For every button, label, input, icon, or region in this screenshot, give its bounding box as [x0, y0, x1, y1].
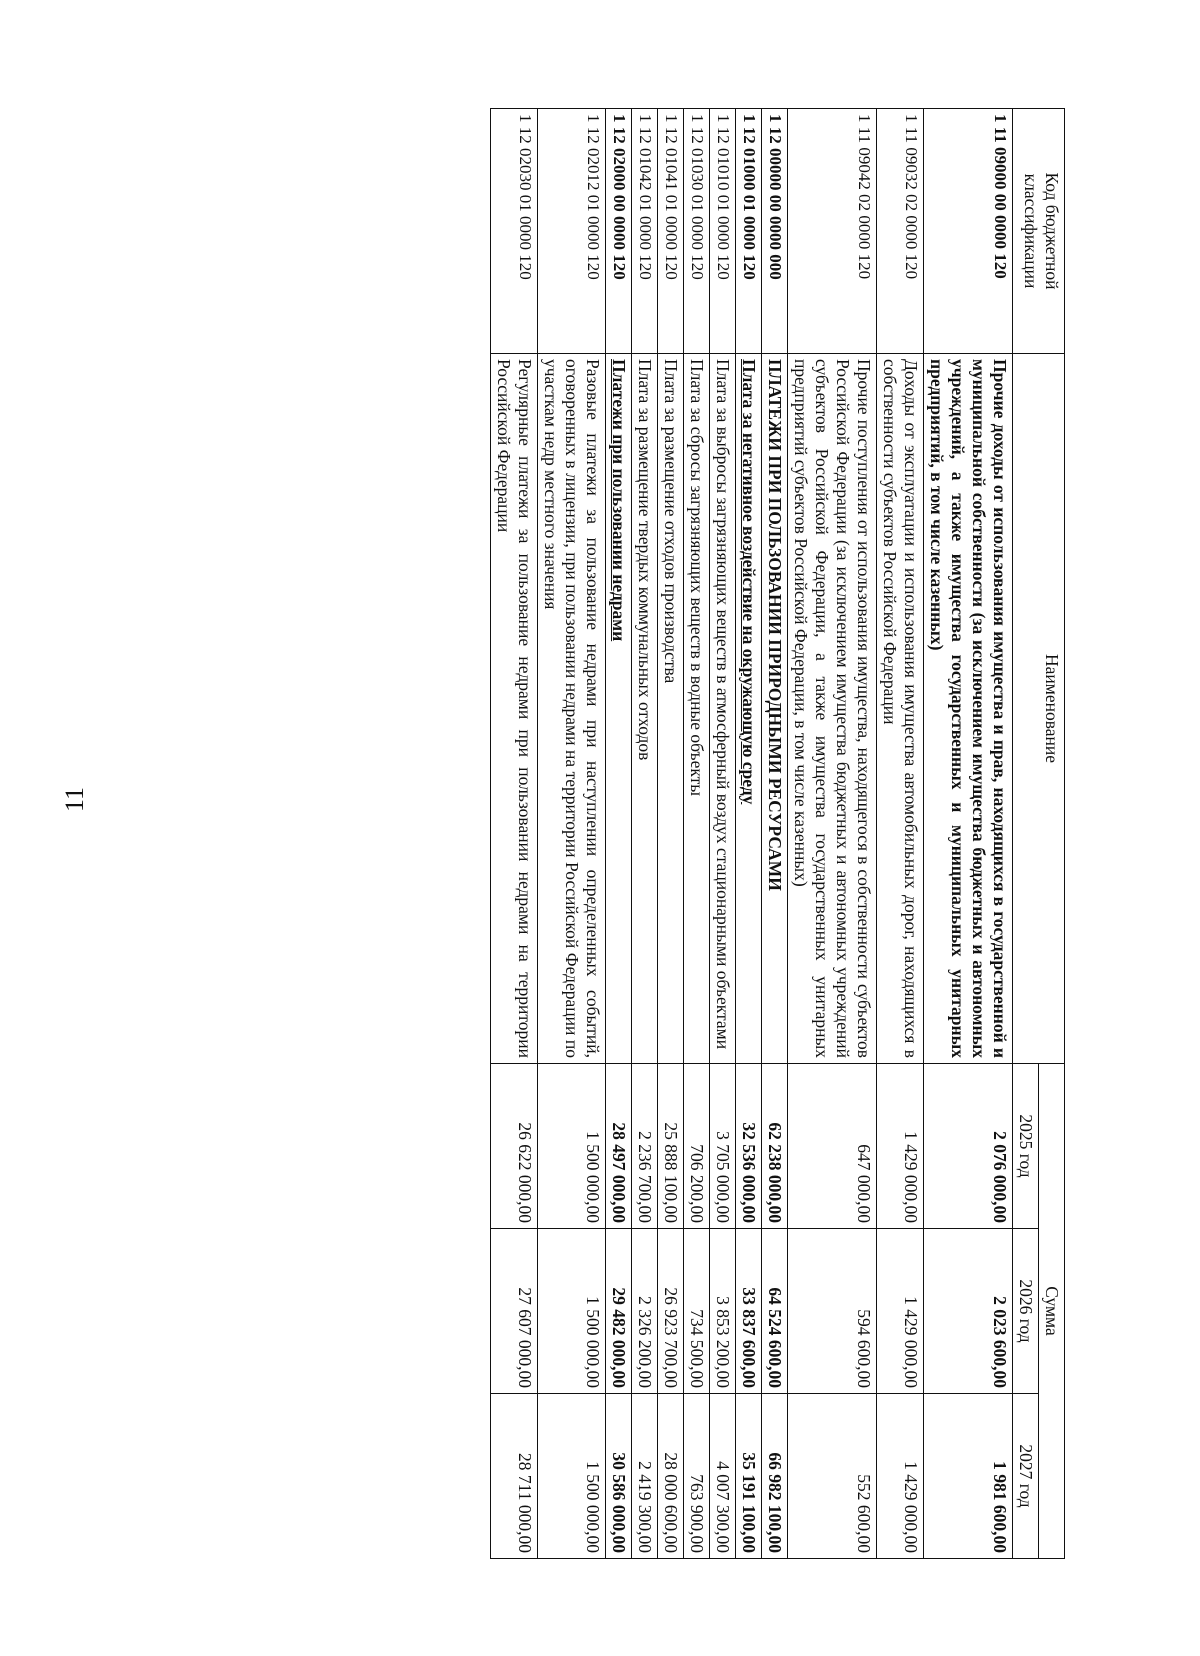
row-value-2026: 29 482 000,00 — [606, 1229, 632, 1394]
row-value-2025: 3 705 000,00 — [710, 1064, 736, 1229]
row-name: Прочие поступления от использования имущества, находящегося в собственности субъектов Российской Федерации (за исключением имущества бюджетных и автономных учреждений субъектов Российской Федерации, а также имущества государственных унитарных предприятий субъектов Российской Федерации, в том числе казенных) — [788, 354, 877, 1064]
row-value-2025: 2 076 000,00 — [924, 1064, 1013, 1229]
row-value-2027: 763 900,00 — [684, 1394, 710, 1559]
header-row — [1039, 109, 1065, 1559]
row-name: Плата за размещение отходов производства — [658, 354, 684, 1064]
row-name: Прочие доходы от использования имущества и прав, находящихся в государственной и муниципальной собственности (за исключением имущества бюджетных и автономных учреждений, а также имущества государственных и муниципальных унитарных предприятий, в том числе казенных) — [924, 354, 1013, 1064]
row-value-2026: 1 500 000,00 — [538, 1229, 606, 1394]
row-value-2026: 2 023 600,00 — [924, 1229, 1013, 1394]
page-number: 11 — [60, 786, 89, 812]
row-code: 1 11 09042 02 0000 120 — [788, 109, 877, 354]
row-value-2026: 33 837 600,00 — [736, 1229, 762, 1394]
row-code: 1 12 01030 01 0000 120 — [684, 109, 710, 354]
row-code: 1 12 01041 01 0000 120 — [658, 109, 684, 354]
row-value-2026: 594 600,00 — [788, 1229, 877, 1394]
row-value-2025: 25 888 100,00 — [658, 1064, 684, 1229]
row-value-2027: 30 586 000,00 — [606, 1394, 632, 1559]
row-name: Разовые платежи за пользование недрами при наступлении определенных событий, оговоренных в лицензии, при пользовании недрами на территории Российской Федерации по участкам недр местного значения — [538, 354, 606, 1064]
row-code: 1 12 01010 01 0000 120 — [710, 109, 736, 354]
row-code: 1 12 00000 00 0000 000 — [762, 109, 788, 354]
row-name: Плата за сбросы загрязняющих веществ в водные объекты — [684, 354, 710, 1064]
row-name: Регулярные платежи за пользование недрами при пользовании недрами на территории Российской Федерации — [491, 354, 538, 1064]
budget-table — [490, 108, 1065, 1559]
table-row — [491, 109, 538, 1559]
row-value-2026: 26 923 700,00 — [658, 1229, 684, 1394]
table-row — [710, 109, 736, 1559]
row-code: 1 12 02012 01 0000 120 — [538, 109, 606, 354]
rotated-table-container — [175, 108, 1065, 1558]
row-value-2025: 62 238 000,00 — [762, 1064, 788, 1229]
table-row — [877, 109, 924, 1559]
row-value-2027: 1 500 000,00 — [538, 1394, 606, 1559]
row-value-2027: 4 007 300,00 — [710, 1394, 736, 1559]
header-name: Наименование — [1013, 354, 1065, 1064]
table-row — [658, 109, 684, 1559]
row-name: Плата за выбросы загрязняющих веществ в атмосферный воздух стационарными объектами — [710, 354, 736, 1064]
row-name: ПЛАТЕЖИ ПРИ ПОЛЬЗОВАНИИ ПРИРОДНЫМИ РЕСУРСАМИ — [762, 354, 788, 1064]
row-name: Плата за негативное воздействие на окружающую среду — [736, 354, 762, 1064]
table-row — [788, 109, 877, 1559]
row-value-2025: 706 200,00 — [684, 1064, 710, 1229]
table-row — [736, 109, 762, 1559]
row-value-2027: 1 429 000,00 — [877, 1394, 924, 1559]
row-name: Плата за размещение твердых коммунальных отходов — [632, 354, 658, 1064]
row-code: 1 12 01042 01 0000 120 — [632, 109, 658, 354]
row-value-2027: 552 600,00 — [788, 1394, 877, 1559]
row-name: Доходы от эксплуатации и использования имущества автомобильных дорог, находящихся в собственности субъектов Российской Федерации — [877, 354, 924, 1064]
row-code: 1 12 02000 00 0000 120 — [606, 109, 632, 354]
header-year-2026: 2026 год — [1013, 1229, 1039, 1394]
row-value-2027: 1 981 600,00 — [924, 1394, 1013, 1559]
row-value-2027: 35 191 100,00 — [736, 1394, 762, 1559]
table-row — [538, 109, 606, 1559]
row-code: 1 11 09032 02 0000 120 — [877, 109, 924, 354]
header-year-2027: 2027 год — [1013, 1394, 1039, 1559]
table-row — [684, 109, 710, 1559]
row-value-2027: 28 711 000,00 — [491, 1394, 538, 1559]
row-value-2027: 2 419 300,00 — [632, 1394, 658, 1559]
row-value-2025: 26 622 000,00 — [491, 1064, 538, 1229]
table-row — [606, 109, 632, 1559]
row-value-2026: 64 524 600,00 — [762, 1229, 788, 1394]
header-year-2025: 2025 год — [1013, 1064, 1039, 1229]
table-row — [632, 109, 658, 1559]
row-value-2026: 27 607 000,00 — [491, 1229, 538, 1394]
row-value-2027: 66 982 100,00 — [762, 1394, 788, 1559]
row-value-2025: 647 000,00 — [788, 1064, 877, 1229]
row-code: 1 12 02030 01 0000 120 — [491, 109, 538, 354]
row-value-2026: 1 429 000,00 — [877, 1229, 924, 1394]
header-code: Код бюджетной классификации — [1013, 109, 1065, 354]
row-value-2025: 28 497 000,00 — [606, 1064, 632, 1229]
row-value-2027: 28 000 600,00 — [658, 1394, 684, 1559]
row-value-2025: 32 536 000,00 — [736, 1064, 762, 1229]
row-value-2025: 1 500 000,00 — [538, 1064, 606, 1229]
table-row — [762, 109, 788, 1559]
table-row — [924, 109, 1013, 1559]
row-value-2026: 3 853 200,00 — [710, 1229, 736, 1394]
row-value-2025: 1 429 000,00 — [877, 1064, 924, 1229]
row-value-2025: 2 236 700,00 — [632, 1064, 658, 1229]
row-value-2026: 2 326 200,00 — [632, 1229, 658, 1394]
row-value-2026: 734 500,00 — [684, 1229, 710, 1394]
row-code: 1 11 09000 00 0000 120 — [924, 109, 1013, 354]
row-name: Платежи при пользовании недрами — [606, 354, 632, 1064]
row-code: 1 12 01000 01 0000 120 — [736, 109, 762, 354]
header-sum: Сумма — [1039, 1064, 1065, 1559]
